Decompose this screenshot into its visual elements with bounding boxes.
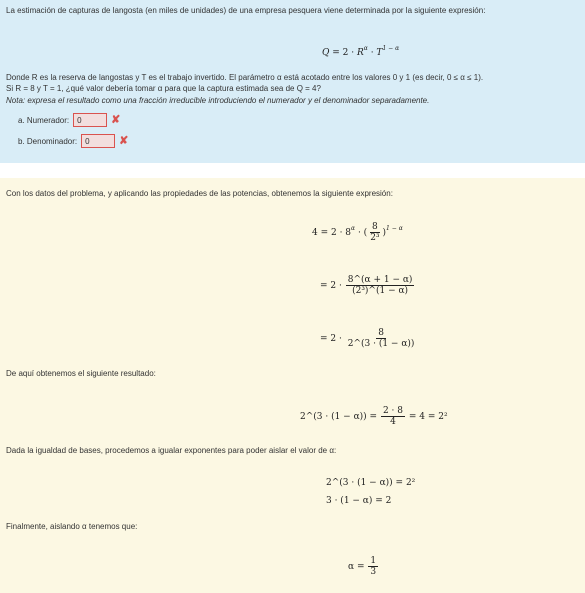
denominator-input[interactable]: [81, 134, 115, 148]
solution-equation-5b: 3 · (1 − α) = 2: [326, 496, 392, 506]
question-formula: $Q = 2 \cdot R^\alpha \cdot T^{1 - \alpha}$: [322, 45, 400, 58]
numerator-label: a. Numerador:: [18, 115, 70, 125]
solution-text-2: De aquí obtenemos el siguiente resultado:: [6, 369, 156, 378]
solution-equation-3: = 2 · $\frac{8}{2\^{}(3 \cdot (1 - \alpha))}$: [320, 328, 415, 349]
denominator-wrong-icon: ✘: [119, 135, 129, 147]
question-panel: [0, 0, 585, 163]
question-intro: La estimación de capturas de langosta (en miles de unidades) de una empresa pesquera viene determinada por la siguiente expresión:: [6, 6, 486, 15]
solution-equation-1: $4 = 2 \cdot 8^\alpha$ · ( $\frac{8}{\text{2³}}$ )$^{1 - \alpha}$: [312, 222, 403, 243]
solution-equation-2: = 2 · $\frac{8\^{}(\alpha + 1 - \alpha)}{\text{(2³)\textasciicircum{}(1 − α)}}$: [320, 275, 413, 296]
denominator-row: [18, 134, 128, 148]
numerator-input[interactable]: [73, 113, 107, 127]
numerator-wrong-icon: ✘: [111, 114, 121, 126]
question-description-2: Si R = 8 y T = 1, ¿qué valor debería tomar α para que la captura estimada sea de Q = 4?: [6, 84, 321, 93]
solution-equation-5a: 2^(3 · (1 − α)) = 2²: [326, 478, 416, 488]
solution-text-4: Finalmente, aislando α tenemos que:: [6, 522, 138, 531]
numerator-row: [18, 113, 120, 127]
solution-text-3: Dada la igualdad de bases, procedemos a igualar exponentes para poder aislar el valor de α:: [6, 446, 337, 455]
solution-result: α = $\frac{1}{3}$: [348, 556, 377, 577]
denominator-label: b. Denominador:: [18, 136, 78, 146]
solution-equation-4: 2^(3 · (1 − α)) = $\frac{2 \cdot 8}{4}$ = 4 = 2²: [300, 406, 448, 427]
question-description-1: Donde R es la reserva de langostas y T es el trabajo invertido. El parámetro α está acotado entre los valores 0 y 1 (es decir, 0 ≤ α ≤ 1).: [6, 73, 484, 82]
solution-intro: Con los datos del problema, y aplicando las propiedades de las potencias, obtenemos la siguiente expresión:: [6, 189, 393, 198]
question-note: Nota: expresa el resultado como una fracción irreducible introduciendo el numerador y el denominador separadamente.: [6, 96, 430, 105]
solution-panel: [0, 178, 585, 593]
